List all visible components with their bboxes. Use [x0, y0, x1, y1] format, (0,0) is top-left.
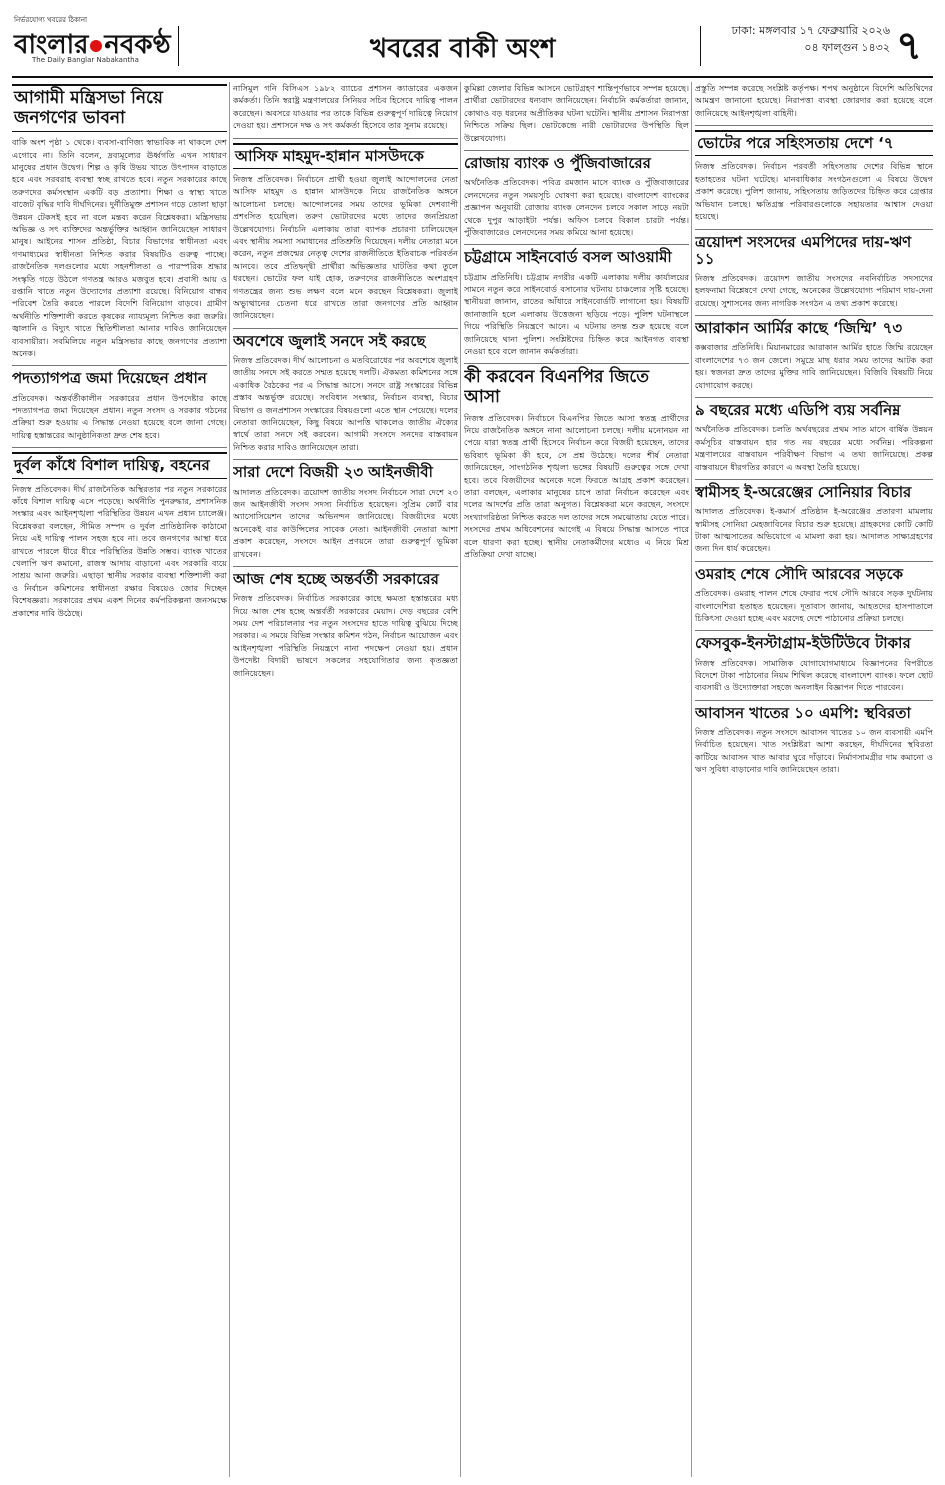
article-divider: [12, 447, 227, 448]
logo-right: নবকণ্ঠ: [104, 30, 171, 60]
masthead-rule: [12, 76, 933, 78]
article-headline[interactable]: চট্টগ্রামে সাইনবোর্ড বসল আওয়ামী: [464, 248, 672, 267]
article-body: নিজস্ব প্রতিবেদক। নির্বাচনে বিএনপির জিতে আসা স্বতন্ত্র প্রার্থীদের নিয়ে রাজনৈতিক অঙ্গনে নানা আলোচনা চলছে। দলীয় মনোনয়ন না পেয়ে যারা স্বতন্ত্র প্রার্থী হিসেবে নির্বাচন করে বিজয়ী হয়েছেন, তাদের ভবিষ্যৎ ভূমিকা কী হবে, সে প্রশ্ন উঠেছে। দলের শীর্ষ নেতারা জানিয়েছেন, সাংগঠনিক শৃঙ্খলা ভঙ্গের বিষয়টি গুরুত্বের সঙ্গে দেখা হবে। তবে বিজয়ীদের অনেকে দলে ফিরতে আগ্রহ প্রকাশ করেছেন। তারা বলছেন, এলাকার মানুষের চাপে তারা নির্বাচন করেছেন এবং দলের আদর্শের প্রতি তারা অনুগত। বিশ্লেষকরা মনে করছেন, সংসদে সংখ্যাগরিষ্ঠতা নিশ্চিত করতে দল তাদের সঙ্গে সমঝোতায় যেতে পারে। সংসদের প্রথম অধিবেশনের আগেই এ বিষয়ে সিদ্ধান্ত আসতে পারে বলে ধারণা করা হচ্ছে। স্থানীয় নেতাকর্মীদের মধ্যেও এ নিয়ে মিশ্র প্রতিক্রিয়া দেখা যাচ্ছে।: [464, 412, 689, 559]
article-headline[interactable]: ওমরাহ শেষে সৌদি আরবের সড়কে: [695, 564, 903, 583]
article[interactable]: [695, 234, 933, 310]
article-headline[interactable]: আগামী মন্ত্রিসভা নিয়ে জনগণের ভাবনা: [12, 84, 227, 132]
article-headline[interactable]: আসিফ মাহমুদ-হান্নান মাসউদকে: [233, 143, 458, 169]
page-number: ৭: [896, 23, 923, 69]
article-body: নিজস্ব প্রতিবেদক। নির্বাচন পরবর্তী সহিংসতায় দেশের বিভিন্ন স্থানে হতাহতের ঘটনা ঘটেছে। মানবাধিকার সংগঠনগুলো এ বিষয়ে উদ্বেগ প্রকাশ করেছে। পুলিশ জানায়, সহিংসতায় জড়িতদের চিহ্নিত করে গ্রেপ্তার অভিযান চলছে। ক্ষতিগ্রস্ত পরিবারগুলোকে সহায়তার আশ্বাস দেওয়া হয়েছে।: [695, 161, 933, 222]
article-body: নিজস্ব প্রতিবেদক। নতুন সংসদে আবাসন খাতের ১০ জন ব্যবসায়ী এমপি নির্বাচিত হয়েছেন। খাত সংশ্লিষ্টরা আশা করছেন, দীর্ঘদিনের স্থবিরতা কাটিয়ে আবাসন খাত আবার ঘুরে দাঁড়াবে। নির্মাণসামগ্রীর দাম কমানো ও ঋণ সুবিধা বাড়ানোর দাবি জানিয়েছেন তারা।: [695, 727, 933, 775]
article-body: কক্সবাজার প্রতিনিধি। মিয়ানমারের আরাকান আর্মির হাতে জিম্মি রয়েছেন বাংলাদেশের ৭৩ জন জেলে। সমুদ্রে মাছ ধরার সময় তাদের আটক করা হয়। স্বজনরা দ্রুত তাদের মুক্তির দাবি জানিয়েছেন। বিজিবি বিষয়টি নিয়ে যোগাযোগ করছে।: [695, 342, 933, 390]
article-headline[interactable]: আবাসন খাতের ১০ এমপি: স্থবিরতা: [695, 703, 911, 722]
article[interactable]: [695, 130, 933, 222]
article-body: নিজস্ব প্রতিবেদক। দীর্ঘ আলোচনা ও মতবিরোধের পর অবশেষে জুলাই জাতীয় সনদে সই করতে সম্মত হয়েছে দলটি। ঐকমত্য কমিশনের সঙ্গে একাধিক বৈঠকের পর এ সিদ্ধান্ত আসে। সনদে রাষ্ট্র সংস্কারের বিভিন্ন প্রস্তাব অন্তর্ভুক্ত রয়েছে। সংবিধান সংস্কার, নির্বাচন ব্যবস্থা, বিচার বিভাগ ও জনপ্রশাসন সংস্কারের বিষয়গুলো এতে স্থান পেয়েছে। দলের নেতারা জানিয়েছেন, কিছু বিষয়ে আপত্তি থাকলেও জাতীয় ঐক্যের স্বার্থে তারা সনদে সই করবেন। আগামী সংসদে সনদের বাস্তবায়ন নিশ্চিত করার দাবিও জানিয়েছেন তারা।: [233, 355, 458, 452]
column-rule: [229, 82, 230, 1477]
article-divider: [695, 561, 933, 562]
article-body: প্রস্তুতি সম্পন্ন করেছে সংশ্লিষ্ট কর্তৃপক্ষ। শপথ অনুষ্ঠানে বিদেশি অতিথিদের আমন্ত্রণ জানানো হয়েছে। নিরাপত্তা ব্যবস্থা জোরদার করা হয়েছে বলে জানিয়েছে আইনশৃঙ্খলা বাহিনী।: [695, 83, 933, 118]
article-divider: [695, 229, 933, 230]
article-body: নিজস্ব প্রতিবেদক। দীর্ঘ রাজনৈতিক অস্থিরতার পর নতুন সরকারের কাঁধে বিশাল দায়িত্ব এসে পড়েছে। অর্থনীতি পুনরুদ্ধার, প্রশাসনিক সংস্কার এবং আইনশৃঙ্খলা পরিস্থিতির উন্নয়ন এখন প্রধান চ্যালেঞ্জ। বিশ্লেষকরা বলছেন, সীমিত সম্পদ ও দুর্বল প্রাতিষ্ঠানিক কাঠামো নিয়ে এই দায়িত্ব পালন সহজ হবে না। তবে জনগণের আস্থা ধরে রাখতে পারলে ধীরে ধীরে পরিস্থিতির উন্নতি সম্ভব। ব্যাংক খাতের খেলাপি ঋণ কমানো, রাজস্ব আদায় বাড়ানো এবং সরকারি ব্যয়ে সাশ্রয় আনা জরুরি। এছাড়া স্থানীয় সরকার ব্যবস্থা শক্তিশালী করা ও নির্বাচন কমিশনের স্বাধীনতা রক্ষার বিষয়েও জোর দিচ্ছেন বিশেষজ্ঞরা। সরকারের প্রথম একশ দিনের কর্মপরিকল্পনা জনসমক্ষে প্রকাশের দাবি উঠেছে।: [12, 483, 227, 618]
article-divider: [233, 328, 458, 329]
column-2: [233, 82, 458, 1477]
article-headline[interactable]: রোজায় ব্যাংক ও পুঁজিবাজারের: [464, 154, 651, 173]
article-divider: [12, 365, 227, 366]
article-body: নিজস্ব প্রতিবেদক। সামাজিক যোগাযোগমাধ্যমে বিজ্ঞাপনের বিপরীতে বিদেশে টাকা পাঠানোর নিয়ম শিথিল করেছে বাংলাদেশ ব্যাংক। ফলে ছোট ব্যবসায়ী ও উদ্যোক্তারা সহজে অনলাইন বিজ্ঞাপন দিতে পারবেন।: [695, 657, 933, 693]
article-headline[interactable]: পদত্যাগপত্র জমা দিয়েছেন প্রধান: [12, 369, 207, 388]
article-body: অর্থনৈতিক প্রতিবেদক। পবিত্র রমজান মাসে ব্যাংক ও পুঁজিবাজারের লেনদেনের নতুন সময়সূচি ঘোষণা করা হয়েছে। বাংলাদেশ ব্যাংকের প্রজ্ঞাপন অনুযায়ী রোজায় ব্যাংক লেনদেন চলবে সকাল সাড়ে নয়টা থেকে দুপুর আড়াইটা পর্যন্ত। অফিস চলবে বিকাল চারটা পর্যন্ত। পুঁজিবাজারেও লেনদেনের সময় কমিয়ে আনা হয়েছে।: [464, 177, 689, 237]
article[interactable]: [464, 368, 689, 560]
article-body: অর্থনৈতিক প্রতিবেদক। চলতি অর্থবছরের প্রথম সাত মাসে বার্ষিক উন্নয়ন কর্মসূচির বাস্তবায়ন হার গত নয় বছরের মধ্যে সর্বনিম্ন। পরিকল্পনা মন্ত্রণালয়ের বাস্তবায়ন পরিবীক্ষণ বিভাগ এ তথ্য জানিয়েছে। প্রকল্প বাস্তবায়নে ধীরগতির কারণে এ অবস্থা তৈরি হয়েছে।: [695, 424, 933, 472]
article[interactable]: [233, 143, 458, 322]
article-headline[interactable]: অবশেষে জুলাই সনদে সই করছে: [233, 331, 426, 350]
article-headline[interactable]: ভোটের পরে সহিংসতায় দেশে ‘৭: [695, 130, 933, 156]
logo-tagline: নির্ভরযোগ্য খবরের ঠিকানা: [14, 16, 88, 24]
page-title: খবরের বাকী অংশ: [370, 34, 556, 64]
article[interactable]: [233, 82, 458, 132]
article-headline[interactable]: ত্রয়োদশ সংসদের এমপিদের দায়-ঋণ ১১: [695, 232, 912, 268]
article-headline[interactable]: স্বামীসহ ই-অরেঞ্জের সোনিয়ার বিচার: [695, 482, 912, 501]
article[interactable]: [695, 402, 933, 473]
article-headline[interactable]: সারা দেশে বিজয়ী ২৩ আইনজীবী: [233, 463, 433, 482]
article-divider: [695, 125, 933, 126]
article-body: নিজস্ব প্রতিবেদক। ত্রয়োদশ জাতীয় সংসদের নবনির্বাচিত সদস্যদের হলফনামা বিশ্লেষণে দেখা গেছে, অনেকের উল্লেখযোগ্য পরিমাণ দায়-দেনা রয়েছে। সুশাসনের জন্য নাগরিক সংগঠন এ তথ্য প্রকাশ করেছে।: [695, 273, 933, 308]
article[interactable]: [12, 370, 227, 441]
article[interactable]: [695, 635, 933, 693]
article-body: নাসিমুল গনি বিসিএস ১৯৮২ ব্যাচের প্রশাসন ক্যাডারের একজন কর্মকর্তা। তিনি স্বরাষ্ট্র মন্ত্রণালয়ের সিনিয়র সচিব হিসেবে দায়িত্ব পালন করেছেন। অবসরে যাওয়ার পর তাকে বিভিন্ন গুরুত্বপূর্ণ দায়িত্বে নিয়োগ দেওয়া হয়। প্রশাসনে দক্ষ ও সৎ কর্মকর্তা হিসেবে তার সুনাম রয়েছে।: [233, 83, 458, 131]
date-gregorian: ঢাকা: মঙ্গলবার ১৭ ফেব্রুয়ারি ২০২৬: [731, 24, 890, 37]
logo-left: বাংলার: [14, 30, 89, 60]
article-body: প্রতিবেদক। অন্তর্বর্তীকালীন সরকারের প্রধান উপদেষ্টার কাছে পদত্যাগপত্র জমা দিয়েছেন প্রধান। নতুন সংসদ ও সরকার গঠনের প্রক্রিয়া শুরু হওয়ায় এ সিদ্ধান্ত নেওয়া হয়েছে বলে জানা গেছে। দায়িত্ব হস্তান্তরের আনুষ্ঠানিকতা দ্রুত শেষ হবে।: [12, 392, 227, 440]
article-divider: [233, 138, 458, 139]
article-headline[interactable]: আরাকান আর্মির কাছে ‘জিম্মি’ ৭৩: [695, 319, 903, 338]
column-rule: [691, 82, 692, 1477]
article-body: আদালত প্রতিবেদক। ই-কমার্স প্রতিষ্ঠান ই-অরেঞ্জের প্রতারণা মামলায় স্বামীসহ সোনিয়া মেহজাবিনের বিচার শুরু হয়েছে। গ্রাহকদের কোটি কোটি টাকা আত্মসাতের অভিযোগে এ মামলা করা হয়। আদালত সাক্ষ্যগ্রহণের জন্য দিন ধার্য করেছেন।: [695, 506, 933, 554]
article-divider: [464, 150, 689, 151]
column-3: [464, 82, 689, 1477]
column-4: [695, 82, 933, 1477]
article-body: নিজস্ব প্রতিবেদক। নির্বাচনে প্রার্থী হওয়া জুলাই আন্দোলনের নেতা আসিফ মাহমুদ ও হান্নান মাসউদকে নিয়ে রাজনৈতিক অঙ্গনে আলোচনা চলছে। আন্দোলনের সময় তাদের ভূমিকা দেশব্যাপী প্রশংসিত হয়েছিল। তরুণ ভোটারদের মধ্যে তাদের জনপ্রিয়তা উল্লেখযোগ্য। নির্বাচনি এলাকায় তারা ব্যাপক প্রচারণা চালিয়েছেন এবং স্থানীয় সমস্যা সমাধানের প্রতিশ্রুতি দিয়েছেন। দলীয় নেতারা মনে করেন, নতুন প্রজন্মের নেতৃত্ব দেশের রাজনীতিতে ইতিবাচক পরিবর্তন আনবে। তবে প্রতিদ্বন্দ্বী প্রার্থীরা অভিজ্ঞতার ঘাটতির কথা তুলে ধরছেন। ভোটের ফল যাই হোক, তরুণদের রাজনীতিতে অংশগ্রহণ গণতন্ত্রের জন্য শুভ লক্ষণ বলে মনে করছেন বিশ্লেষকরা। জুলাই অভ্যুত্থানের চেতনা ধরে রাখতে তারা জনগণের প্রতি আহ্বান জানিয়েছেন।: [233, 173, 458, 321]
article[interactable]: [695, 705, 933, 776]
article[interactable]: [233, 571, 458, 679]
column-1: [12, 82, 227, 1477]
article[interactable]: [12, 452, 227, 619]
article-headline[interactable]: কী করবেন বিএনপির জিতে আসা: [464, 367, 650, 407]
article-divider: [695, 479, 933, 480]
masthead-divider: [700, 26, 701, 66]
article[interactable]: [12, 84, 227, 359]
article-divider: [464, 363, 689, 364]
article-divider: [233, 566, 458, 567]
article-headline[interactable]: ফেসবুক-ইনস্টাগ্রাম-ইউটিউবে টাকার: [695, 634, 911, 653]
article[interactable]: [464, 155, 689, 238]
logo-subtitle: The Daily Banglar Nabakantha: [32, 56, 139, 64]
article[interactable]: [233, 464, 458, 560]
logo-dot-icon: [90, 40, 102, 52]
article-body: চট্টগ্রাম প্রতিনিধি। চট্টগ্রাম নগরীর একটি এলাকায় দলীয় কার্যালয়ের সামনে নতুন করে সাইনবোর্ড বসানোর ঘটনায় চাঞ্চল্যের সৃষ্টি হয়েছে। স্থানীয়রা জানান, রাতের আঁধারে সাইনবোর্ডটি লাগানো হয়। বিষয়টি জানাজানি হলে এলাকায় উত্তেজনা ছড়িয়ে পড়ে। পুলিশ ঘটনাস্থলে গিয়ে পরিস্থিতি নিয়ন্ত্রণে আনে। এ ঘটনায় তদন্ত শুরু হয়েছে বলে জানিয়েছে থানা পুলিশ। সংশ্লিষ্টদের চিহ্নিত করে আইনগত ব্যবস্থা নেওয়া হবে বলে জানান কর্মকর্তারা।: [464, 271, 689, 356]
article[interactable]: [695, 484, 933, 555]
newspaper-logo[interactable]: [14, 14, 171, 66]
article-body: কুমিল্লা জেলার বিভিন্ন আসনে ভোটগ্রহণ শান্তিপূর্ণভাবে সম্পন্ন হয়েছে। প্রার্থীরা ভোটারদের ধন্যবাদ জানিয়েছেন। নির্বাচনি কর্মকর্তারা জানান, কোথাও বড় ধরনের অপ্রীতিকর ঘটনা ঘটেনি। স্থানীয় প্রশাসন নিরাপত্তা নিশ্চিতে সক্রিয় ছিল। ভোটকেন্দ্রে নারী ভোটারদের উপস্থিতি ছিল উল্লেখযোগ্য।: [464, 83, 689, 143]
column-rule: [460, 82, 461, 1477]
article[interactable]: [464, 249, 689, 357]
article-body: নিজস্ব প্রতিবেদক। নির্বাচিত সরকারের কাছে ক্ষমতা হস্তান্তরের মধ্য দিয়ে আজ শেষ হচ্ছে অন্তর্বর্তী সরকারের মেয়াদ। দেড় বছরের বেশি সময় দেশ পরিচালনার পর নতুন সংসদের হাতে দায়িত্ব বুঝিয়ে দিচ্ছে সরকার। এ সময়ে বিভিন্ন সংস্কার কমিশন গঠন, নির্বাচন আয়োজন এবং আইনশৃঙ্খলা পরিস্থিতি নিয়ন্ত্রণে নানা পদক্ষেপ নেওয়া হয়। প্রধান উপদেষ্টা বিদায়ী ভাষণে সকলের সহযোগিতার জন্য কৃতজ্ঞতা জানিয়েছেন।: [233, 593, 458, 678]
article-headline[interactable]: দুর্বল কাঁধে বিশাল দায়িত্ব, বহনের: [12, 452, 227, 478]
article[interactable]: [695, 320, 933, 391]
article-headline[interactable]: আজ শেষ হচ্ছে অন্তর্বর্তী সরকারের: [233, 569, 439, 588]
article[interactable]: [695, 566, 933, 624]
date-bengali: ০৪ ফাল্গুন ১৪৩২: [804, 41, 890, 54]
article-divider: [233, 459, 458, 460]
article-divider: [695, 630, 933, 631]
masthead: [0, 0, 945, 80]
article-body: আদালত প্রতিবেদক। ত্রয়োদশ জাতীয় সংসদ নির্বাচনে সারা দেশে ২৩ জন আইনজীবী সংসদ সদস্য নির্বাচিত হয়েছেন। সুপ্রিম কোর্ট বার অ্যাসোসিয়েশন তাদের অভিনন্দন জানিয়েছে। বিজয়ীদের মধ্যে অনেকেই বার কাউন্সিলের সাবেক নেতা। আইনজীবী নেতারা আশা প্রকাশ করেছেন, সংসদে আইন প্রণয়নে তারা গুরুত্বপূর্ণ ভূমিকা রাখবেন।: [233, 486, 458, 559]
masthead-divider: [178, 26, 179, 66]
article-body: বাকি অংশ পৃষ্ঠা ১ থেকে। ব্যবসা-বাণিজ্য স্বাভাবিক না থাকলে দেশ এগোবে না। তিনি বলেন, দ্রব্যমূল্যের ঊর্ধ্বগতি এখন সাধারণ মানুষের প্রধান উদ্বেগ। শিল্প ও কৃষি উভয় খাতে উৎপাদন বাড়াতে হবে এবং সরবরাহ ব্যবস্থা স্বচ্ছ রাখতে হবে। নতুন সরকারের কাছে তরুণদের কর্মসংস্থান একটি বড় প্রত্যাশা। শিক্ষা ও স্বাস্থ্য খাতে বাজেট বৃদ্ধির দাবি দীর্ঘদিনের। দুর্নীতিমুক্ত প্রশাসন গড়ে তোলা ছাড়া উন্নয়ন টেকসই হবে না বলে মন্তব্য করেন বিশ্লেষকরা। মন্ত্রিসভায় অভিজ্ঞ ও সৎ ব্যক্তিদের অন্তর্ভুক্তির আহ্বান জানিয়েছেন সাধারণ মানুষ। আইনের শাসন প্রতিষ্ঠা, বিচার বিভাগের স্বাধীনতা এবং গণমাধ্যমের স্বাধীনতা নিশ্চিত করার বিষয়টিও গুরুত্ব পাচ্ছে। রাজনৈতিক দলগুলোর মধ্যে সহনশীলতা ও পারস্পরিক শ্রদ্ধার সংস্কৃতি গড়ে উঠলে গণতন্ত্র আরও মজবুত হবে। প্রবাসী আয় ও রপ্তানি খাতে নতুন উদ্যোগের প্রত্যাশা রয়েছে। বিনিয়োগ বান্ধব পরিবেশ তৈরি করতে পারলে বিদেশি বিনিয়োগ বাড়বে। গ্রামীণ অর্থনীতি শক্তিশালী করতে কৃষকের ন্যায্যমূল্য নিশ্চিত করা জরুরি। জ্বালানি ও বিদ্যুৎ খাতে স্থিতিশীলতা আনার দাবিও জানিয়েছেন ব্যবসায়ীরা। সবমিলিয়ে নতুন মন্ত্রিসভার কাছে জনগণের প্রত্যাশা অনেক।: [12, 137, 227, 358]
article-divider: [464, 244, 689, 245]
article[interactable]: [464, 82, 689, 144]
article[interactable]: [695, 82, 933, 119]
article-headline[interactable]: ৯ বছরের মধ্যে এডিপি ব্যয় সর্বনিম্ন: [695, 401, 901, 420]
dateline: [710, 22, 890, 56]
article-divider: [695, 315, 933, 316]
article-divider: [695, 397, 933, 398]
article[interactable]: [233, 333, 458, 454]
article-body: প্রতিবেদক। ওমরাহ পালন শেষে ফেরার পথে সৌদি আরবে সড়ক দুর্ঘটনায় বাংলাদেশিরা হতাহত হয়েছেন। দূতাবাস জানায়, আহতদের হাসপাতালে চিকিৎসা দেওয়া হচ্ছে এবং মরদেহ দেশে পাঠানোর প্রক্রিয়া চলছে।: [695, 588, 933, 623]
article-divider: [695, 700, 933, 701]
